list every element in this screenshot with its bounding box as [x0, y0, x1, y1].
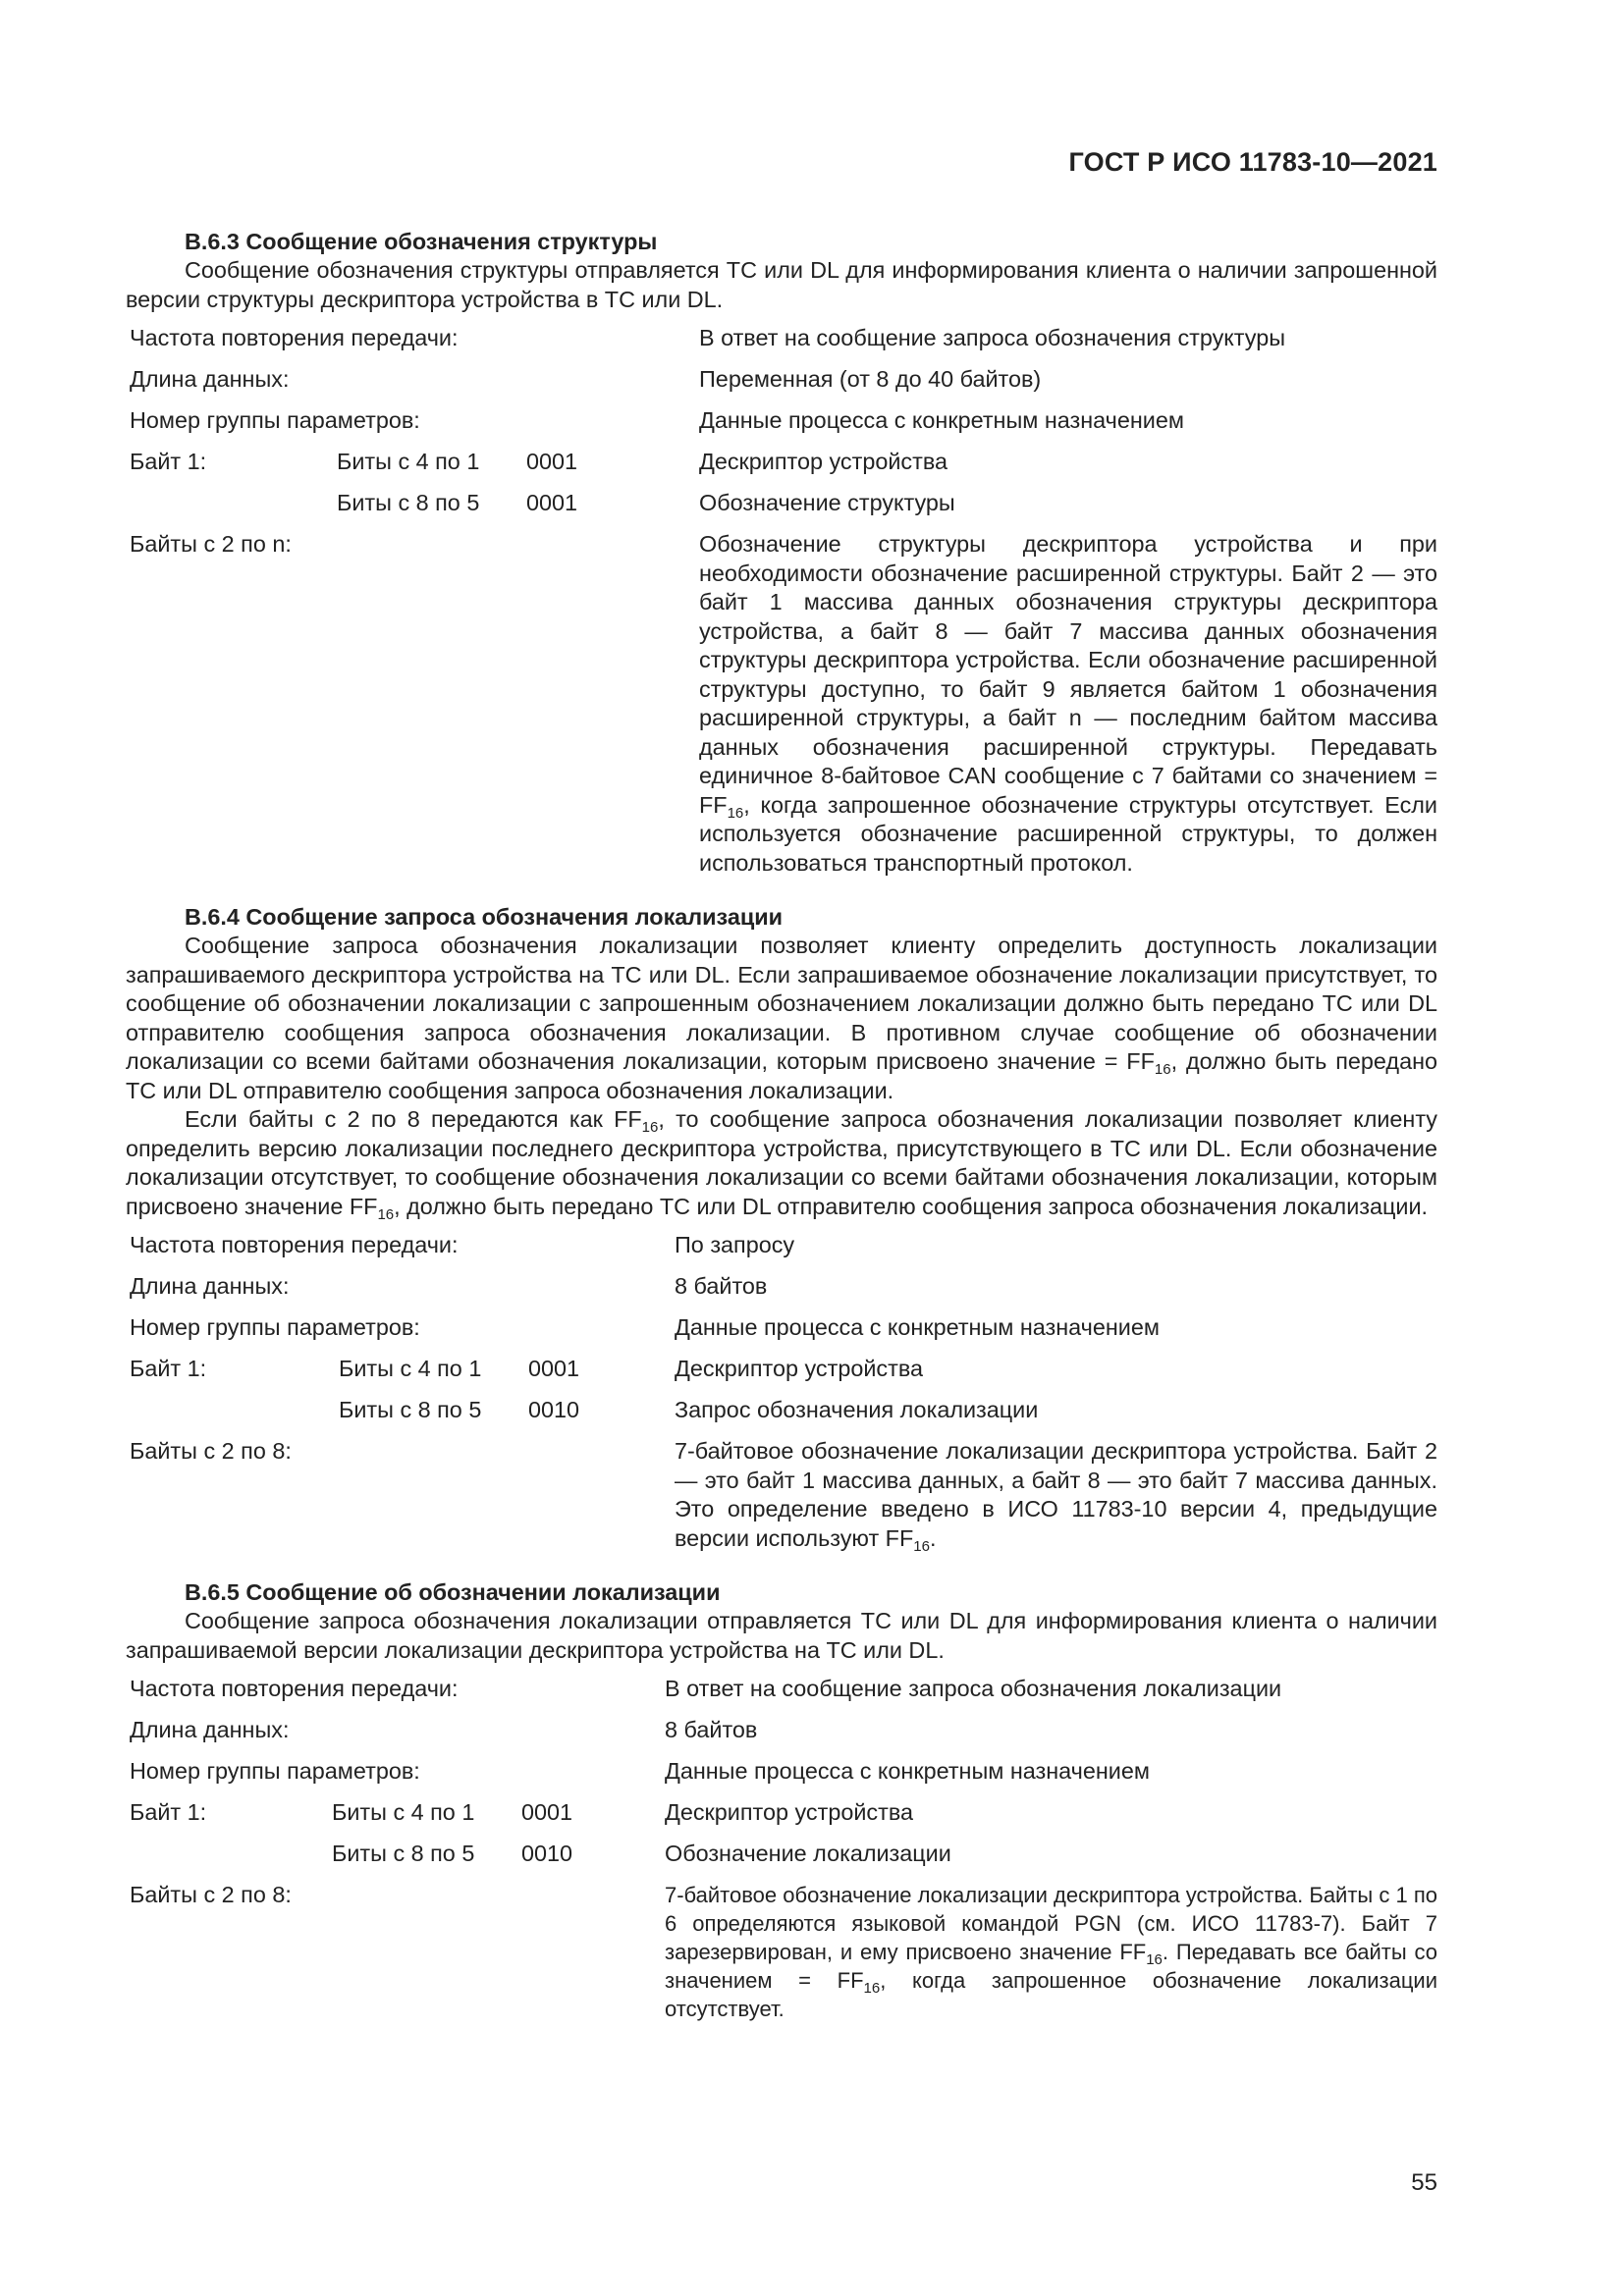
param-label: Частота повторения передачи: — [130, 325, 459, 350]
param-value: 8 байтов — [675, 1273, 768, 1299]
bits-label: Биты с 4 по 1 — [337, 449, 480, 474]
bits-code: 0010 — [528, 1397, 580, 1422]
page-content — [126, 228, 1437, 2049]
parameter-table — [126, 1231, 1437, 1563]
param-description: 7-байтовое обозначение локализации дескриптора устройства. Байты с 1 по 6 определяются языковой командой PGN (см. ИСО 11783-7). Байт 7 зарезервирован, и ему присвоено значение $FF_{16}$. Передавать все байты со значением = $FF_{16}$, когда запрошенное обозначение локализации отсутствует. — [665, 1883, 1437, 2021]
param-value: Дескриптор устройства — [665, 1799, 913, 1825]
param-row — [130, 1313, 1437, 1355]
param-value: 8 байтов — [665, 1717, 758, 1742]
param-label: Частота повторения передачи: — [130, 1676, 459, 1701]
param-row — [130, 1881, 1437, 2033]
param-description: 7-байтовое обозначение локализации дескриптора устройства. Байт 2 — это байт 1 массива данных, а байт 8 — это байт 7 массива данных. Это определение введено в ИСО 11783-10 версии 4, предыдущие версии используют $FF_{16}$. — [675, 1438, 1437, 1555]
param-row — [130, 530, 1437, 887]
param-label: Частота повторения передачи: — [130, 1232, 459, 1257]
param-value: Дескриптор устройства — [699, 449, 947, 474]
bits-label: Биты с 8 по 5 — [337, 490, 480, 515]
param-row — [130, 489, 1437, 530]
param-value: По запросу — [675, 1232, 795, 1257]
section-title: B.6.3 Сообщение обозначения структуры — [185, 229, 658, 254]
parameter-table — [126, 324, 1437, 887]
param-value: Обозначение структуры — [699, 490, 955, 515]
param-row — [130, 1396, 1437, 1437]
paragraph: Если байты с 2 по 8 передаются как $FF_{16}$, то сообщение запроса обозначения локализации позволяет клиенту определить версию локализации последнего дескриптора устройства, присутствующего в TC или DL. Если обозначение локализации отсутствует, то сообщение обозначения локализации со всеми байтами обозначения локализации, которым присвоено значение $FF_{16}$, должно быть передано TC или DL отправителю сообщения запроса обозначения локализации. — [126, 1106, 1438, 1223]
param-label: Байты с 2 по n: — [130, 531, 292, 557]
bits-label: Биты с 8 по 5 — [339, 1397, 482, 1422]
param-row — [130, 406, 1437, 448]
param-label: Длина данных: — [130, 1717, 290, 1742]
param-label: Номер группы параметров: — [130, 1758, 420, 1784]
param-label: Длина данных: — [130, 366, 290, 392]
param-row — [130, 1272, 1437, 1313]
byte-label: Байт 1: — [130, 1356, 207, 1381]
parameter-table — [126, 1675, 1437, 2033]
param-label: Номер группы параметров: — [130, 1314, 420, 1340]
param-value: Переменная (от 8 до 40 байтов) — [699, 366, 1042, 392]
param-row — [130, 1840, 1437, 1881]
section-title: B.6.5 Сообщение об обозначении локализации — [185, 1579, 721, 1605]
param-row — [130, 1231, 1437, 1272]
section-b-6-3 — [126, 228, 1437, 887]
param-value: Данные процесса с конкретным назначением — [699, 407, 1184, 433]
param-value: В ответ на сообщение запроса обозначения структуры — [699, 325, 1286, 350]
param-label: Длина данных: — [130, 1273, 290, 1299]
param-label: Байты с 2 по 8: — [130, 1882, 292, 1907]
bits-label: Биты с 4 по 1 — [332, 1799, 475, 1825]
section-title: B.6.4 Сообщение запроса обозначения локализации — [185, 904, 784, 930]
bits-code: 0001 — [526, 490, 578, 515]
paragraph: Сообщение запроса обозначения локализации отправляется TC или DL для информирования клиента о наличии запрашиваемой версии локализации дескриптора устройства на TC или DL. — [126, 1608, 1437, 1663]
bits-code: 0010 — [521, 1841, 573, 1866]
document-header: ГОСТ Р ИСО 11783-10—2021 — [1068, 147, 1437, 177]
param-row — [130, 1716, 1437, 1757]
param-row — [130, 1437, 1437, 1563]
param-value: Обозначение локализации — [665, 1841, 951, 1866]
bits-code: 0001 — [521, 1799, 573, 1825]
param-row — [130, 1757, 1437, 1798]
param-label: Байты с 2 по 8: — [130, 1438, 292, 1464]
bits-code: 0001 — [528, 1356, 580, 1381]
paragraph: Сообщение запроса обозначения локализации позволяет клиенту определить доступность локализации запрашиваемого дескриптора устройства на TC или DL. Если запрашиваемое обозначение локализации присутствует, то сообщение об обозначении локализации с запрошенным обозначением локализации должно быть передано TC или DL отправителю сообщения запроса обозначения локализации. В противном случае сообщение об обозначении локализации со всеми байтами обозначения локализации, которым присвоено значение = $FF_{16}$, должно быть передано TC или DL отправителю сообщения запроса обозначения локализации. — [126, 933, 1438, 1103]
param-row — [130, 448, 1437, 489]
param-label: Номер группы параметров: — [130, 407, 420, 433]
bits-label: Биты с 8 по 5 — [332, 1841, 475, 1866]
section-b-6-5 — [126, 1578, 1437, 2033]
page-number: 55 — [1411, 2169, 1437, 2196]
param-description: Обозначение структуры дескриптора устройства и при необходимости обозначение расширенной структуры. Байт 2 — это байт 1 массива данных обозначения структуры дескриптора устройства, а байт 8 — байт 7 массива данных обозначения структуры дескриптора устройства. Если обозначение расширенной структуры доступно, то байт 9 является байтом 1 обозначения расширенной структуры, а байт n — последним байтом массива данных обозначения расширенной структуры. Передавать единичное 8-байтовое CAN сообщение с 7 байтами со значением = $FF_{16}$, когда запрошенное обозначение структуры отсутствует. Если используется обозначение расширенной структуры, то должен использоваться транспортный протокол. — [699, 531, 1437, 876]
section-b-6-4 — [126, 903, 1437, 1563]
bits-label: Биты с 4 по 1 — [339, 1356, 482, 1381]
param-value: Запрос обозначения локализации — [675, 1397, 1039, 1422]
param-row — [130, 1355, 1437, 1396]
param-value: Данные процесса с конкретным назначением — [675, 1314, 1160, 1340]
param-row — [130, 1675, 1437, 1716]
paragraph: Сообщение обозначения структуры отправляется TC или DL для информирования клиента о наличии запрошенной версии структуры дескриптора устройства в TC или DL. — [126, 257, 1437, 312]
byte-label: Байт 1: — [130, 1799, 207, 1825]
param-value: Данные процесса с конкретным назначением — [665, 1758, 1150, 1784]
param-row — [130, 365, 1437, 406]
param-value: Дескриптор устройства — [675, 1356, 923, 1381]
param-row — [130, 324, 1437, 365]
bits-code: 0001 — [526, 449, 578, 474]
byte-label: Байт 1: — [130, 449, 207, 474]
param-value: В ответ на сообщение запроса обозначения локализации — [665, 1676, 1282, 1701]
param-row — [130, 1798, 1437, 1840]
